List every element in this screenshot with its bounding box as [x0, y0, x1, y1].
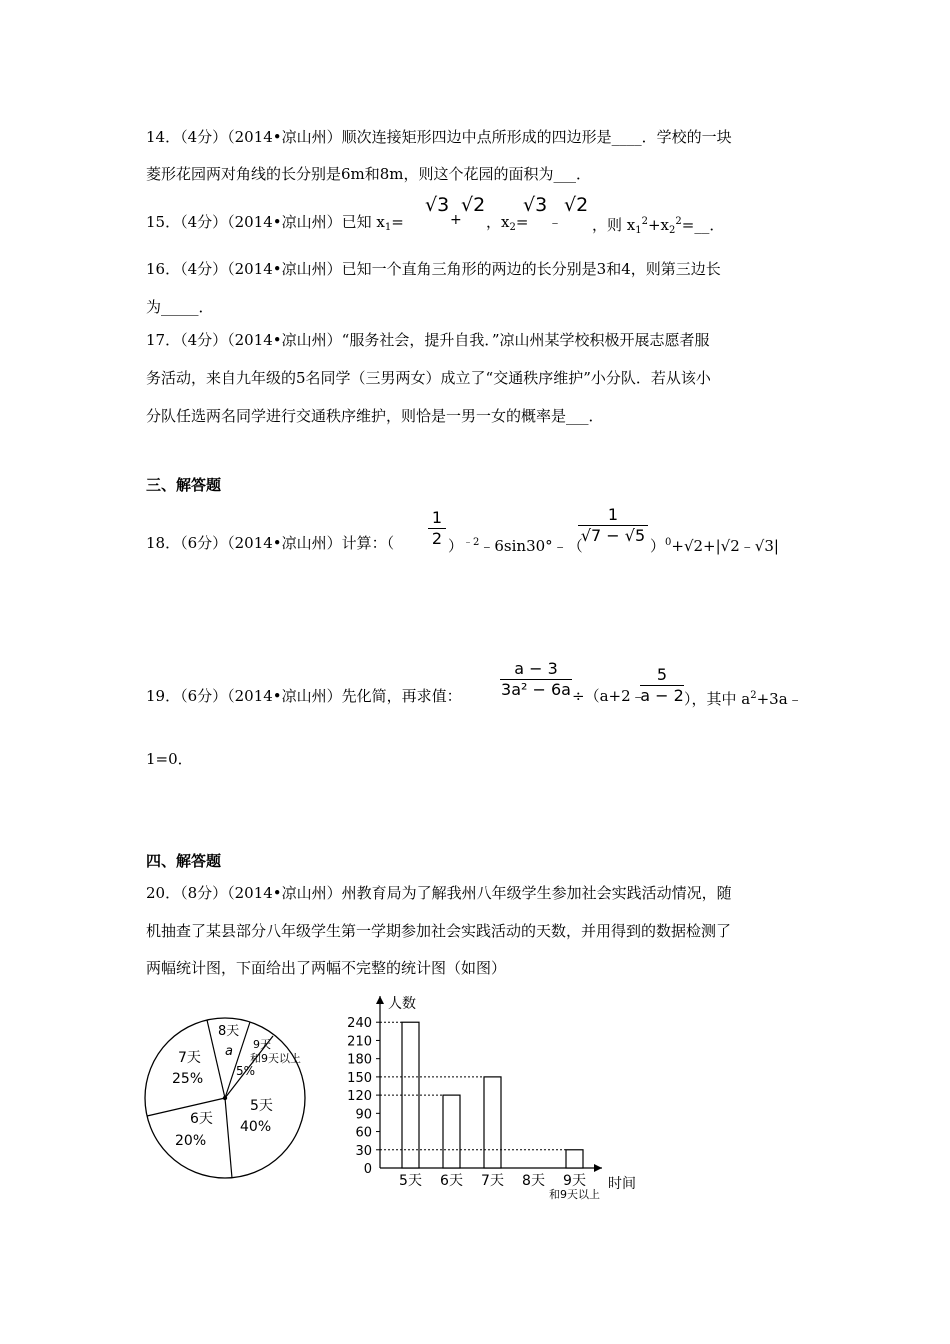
q14-line-1: 14．（4分）（2014•凉山州）顺次连接矩形四边中点所形成的四边形是____．学校的一块 [146, 128, 732, 146]
q18-after-half: ） [448, 537, 464, 555]
q14-line-2: 菱形花园两对角线的长分别是6m和8m，则这个花园的面积为___． [146, 165, 592, 183]
pie-label-9d: 9天 [253, 1038, 271, 1051]
pie-label-5d: 5天 [250, 1098, 273, 1114]
q16-line-1: 16．（4分）（2014•凉山州）已知一个直角三角形的两边的长分别是3和4，则第三边长 [146, 260, 721, 278]
q15-line [146, 212, 404, 238]
q20-line-2: 机抽查了某县部分八年级学生第一学期参加社会实践活动的天数，并用得到的数据检测了 [146, 922, 732, 940]
q18-after-frac: ） [650, 537, 666, 555]
q18-tail-text: +√2+|√2﹣√3| [671, 537, 779, 555]
q19-fraction-1 [500, 659, 572, 700]
q15-root3-a: √3 [425, 194, 450, 216]
pie-chart [140, 1010, 320, 1190]
q18-frac-num: 1 [607, 505, 619, 524]
q15-eq1: = [391, 213, 404, 231]
section-4-heading: 四、解答题 [146, 852, 222, 870]
q15-x2-sub: 2 [509, 222, 516, 233]
q19-f2-num: 5 [656, 665, 668, 684]
q18-mid-text: ﹣6sin30°﹣ [479, 537, 568, 555]
q18-exp: ﹣2 [463, 537, 480, 548]
x-axis-arrow [594, 1164, 602, 1172]
pie-label-6d: 6天 [190, 1111, 213, 1127]
pie-label-25pct: 25% [172, 1071, 204, 1087]
q15-root2-b: √2 [564, 194, 589, 216]
q18-exp0: 0 [665, 537, 672, 548]
y-tick-label: 180 [347, 1052, 372, 1068]
q15-root3-b: √3 [523, 194, 548, 216]
q15-plus: + [450, 212, 462, 228]
q19-f2-den: a − 2 [640, 686, 684, 705]
y-tick-label: 60 [355, 1125, 372, 1141]
x-tick-label: 9天 [563, 1173, 586, 1189]
q18-prefix: 18．（6分）（2014•凉山州）计算：（ [146, 534, 395, 552]
q18-half-fraction [428, 508, 446, 549]
bar [484, 1077, 501, 1168]
q15-root2-a: √2 [461, 194, 486, 216]
y-tick-label: 0 [363, 1162, 372, 1177]
bar [566, 1150, 583, 1168]
q19-tail-text: ），其中 a [684, 690, 751, 708]
q15-tail-sub2: 2 [669, 225, 676, 236]
q19-tail [684, 686, 803, 709]
pie-label-5pct: 5% [236, 1064, 256, 1078]
pie-divider-bottom [225, 1098, 232, 1178]
q19-fraction-2 [640, 665, 684, 706]
q19-prefix: 19．（6分）（2014•凉山州）先化简，再求值： [146, 687, 462, 705]
pie-label-40pct: 40% [240, 1119, 272, 1135]
q15-minus: ﹣ [548, 215, 562, 231]
q20-line-1: 20．（8分）（2014•凉山州）州教育局为了解我州八年级学生参加社会实践活动情况，随 [146, 884, 732, 902]
y-tick-label: 120 [347, 1089, 372, 1105]
q15-tail [592, 212, 724, 241]
pie-center [223, 1096, 227, 1100]
pie-label-8d: 8天 [218, 1024, 240, 1039]
q19-tail-text-2: +3a﹣ [756, 690, 803, 708]
y-axis-label: 人数 [388, 996, 416, 1012]
q15-x1-sub: 1 [384, 222, 392, 233]
pie-label-20pct: 20% [175, 1133, 207, 1149]
q18-root-fraction [578, 505, 648, 546]
q18-half-num: 1 [431, 508, 443, 527]
q15-tail-c: =__． [681, 216, 725, 234]
q15-tail-a: ，则 x [592, 216, 636, 234]
y-tick-label: 90 [355, 1107, 372, 1123]
q18-tail [650, 533, 779, 556]
pie-label-7d: 7天 [178, 1050, 201, 1066]
q15-tail-b: +x [647, 216, 670, 234]
pie-label-9d-more: 和9天以上 [250, 1052, 301, 1065]
pie-label-a: a [225, 1044, 233, 1059]
x-tick-label: 8天 [522, 1173, 545, 1189]
x-tick-label: 7天 [481, 1173, 504, 1189]
q15-tail-sub1: 1 [635, 225, 642, 236]
y-tick-label: 210 [347, 1034, 372, 1050]
q16-line-2: 为_____． [146, 298, 214, 316]
y-tick-label: 30 [355, 1143, 372, 1159]
q17-line-2: 务活动，来自九年级的5名同学（三男两女）成立了“交通秩序维护”小分队．若从该小 [146, 369, 711, 387]
q15-eq2: = [515, 213, 529, 231]
y-axis-arrow [376, 996, 384, 1004]
q15-tail-sup2: 2 [675, 216, 682, 227]
q18-mid: ）$^{﹣2}$﹣6sin30°﹣（ [448, 537, 583, 555]
y-tick-label: 240 [347, 1016, 372, 1032]
x-axis-label: 时间 [608, 1176, 636, 1192]
q19-f1-num: a − 3 [514, 659, 558, 678]
x-tick-label: 6天 [440, 1173, 463, 1189]
bar-chart [340, 988, 650, 1208]
bar [443, 1095, 460, 1168]
q18-half-den: 2 [431, 529, 443, 548]
q15-tail-sup1: 2 [641, 216, 648, 227]
q17-line-1: 17．（4分）（2014•凉山州）“服务社会，提升自我．”凉山州某学校积极开展志愿者服 [146, 331, 710, 349]
q19-f1-den: 3a² − 6a [501, 680, 571, 699]
q17-line-3: 分队任选两名同学进行交通秩序维护，则恰是一男一女的概率是___． [146, 407, 604, 425]
x-tick-label: 5天 [399, 1173, 422, 1189]
q15-prefix: 15．（4分）（2014•凉山州）已知 x [146, 213, 385, 231]
section-3-heading: 三、解答题 [146, 476, 222, 494]
q19-line-2: 1=0． [146, 750, 193, 768]
y-tick-label: 150 [347, 1070, 372, 1086]
q19-div: ÷（a+2﹣ [572, 687, 646, 705]
q20-line-3: 两幅统计图，下面给出了两幅不完整的统计图（如图） [146, 959, 507, 977]
pie-divider-6d [147, 1098, 225, 1116]
q18-frac-den: √7 − √5 [580, 526, 646, 545]
q15-comma: ，x [486, 213, 510, 231]
x-tick-sublabel: 和9天以上 [549, 1188, 600, 1201]
q19-tail-sup: 2 [750, 690, 757, 701]
